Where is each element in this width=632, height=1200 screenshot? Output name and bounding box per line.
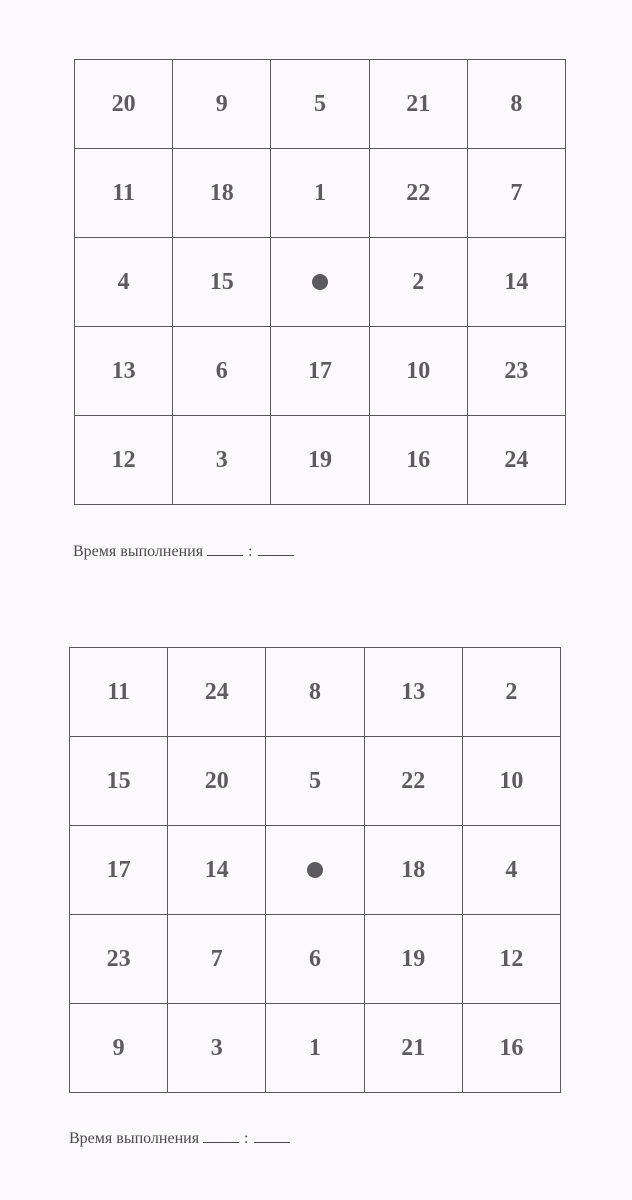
seconds-blank [258, 542, 294, 556]
table-cell: 19 [365, 915, 463, 1004]
table-cell: 24 [168, 648, 266, 737]
table-cell: 21 [370, 60, 468, 149]
table-cell: 16 [463, 1004, 561, 1093]
table-cell: 20 [75, 60, 173, 149]
table-cell: 7 [468, 149, 566, 238]
table-cell: 13 [365, 648, 463, 737]
table-cell: 14 [468, 238, 566, 327]
completion-time-line-1 [73, 542, 294, 561]
dot-icon [312, 274, 328, 290]
table-cell: 23 [70, 915, 168, 1004]
table-cell: 4 [463, 826, 561, 915]
table-cell: 22 [370, 149, 468, 238]
table-cell: 11 [70, 648, 168, 737]
table-cell: 12 [463, 915, 561, 1004]
table-cell: 6 [173, 327, 271, 416]
table-cell: 8 [266, 648, 364, 737]
table-cell: 22 [365, 737, 463, 826]
table-cell: 16 [370, 416, 468, 505]
table-cell: 11 [75, 149, 173, 238]
table-cell: 2 [463, 648, 561, 737]
table-cell: 6 [266, 915, 364, 1004]
table-cell: 5 [266, 737, 364, 826]
table-cell: 14 [168, 826, 266, 915]
table-cell: 15 [70, 737, 168, 826]
table-cell: 8 [468, 60, 566, 149]
table-cell: 12 [75, 416, 173, 505]
table-cell: 10 [370, 327, 468, 416]
table-cell: 3 [168, 1004, 266, 1093]
schulte-table-1 [74, 59, 566, 505]
table-cell: 19 [271, 416, 369, 505]
table-cell: 13 [75, 327, 173, 416]
table-cell: 23 [468, 327, 566, 416]
table-cell: 24 [468, 416, 566, 505]
table-cell: 15 [173, 238, 271, 327]
table-cell-center [266, 826, 364, 915]
table-cell: 2 [370, 238, 468, 327]
table-cell-center [271, 238, 369, 327]
table-cell: 9 [173, 60, 271, 149]
table-cell: 4 [75, 238, 173, 327]
minutes-blank [203, 1129, 239, 1143]
table-cell: 5 [271, 60, 369, 149]
table-cell: 18 [365, 826, 463, 915]
table-cell: 1 [271, 149, 369, 238]
table-cell: 7 [168, 915, 266, 1004]
schulte-table-2 [69, 647, 561, 1093]
time-separator: : [248, 543, 253, 560]
table-cell: 20 [168, 737, 266, 826]
dot-icon [307, 862, 323, 878]
table-cell: 21 [365, 1004, 463, 1093]
minutes-blank [207, 542, 243, 556]
completion-time-label: Время выполнения [73, 543, 204, 560]
table-cell: 18 [173, 149, 271, 238]
table-cell: 3 [173, 416, 271, 505]
time-separator: : [244, 1130, 249, 1147]
table-cell: 17 [70, 826, 168, 915]
table-cell: 10 [463, 737, 561, 826]
completion-time-line-2 [69, 1129, 290, 1148]
table-cell: 9 [70, 1004, 168, 1093]
completion-time-label: Время выполнения [69, 1130, 200, 1147]
seconds-blank [254, 1129, 290, 1143]
table-cell: 17 [271, 327, 369, 416]
table-cell: 1 [266, 1004, 364, 1093]
